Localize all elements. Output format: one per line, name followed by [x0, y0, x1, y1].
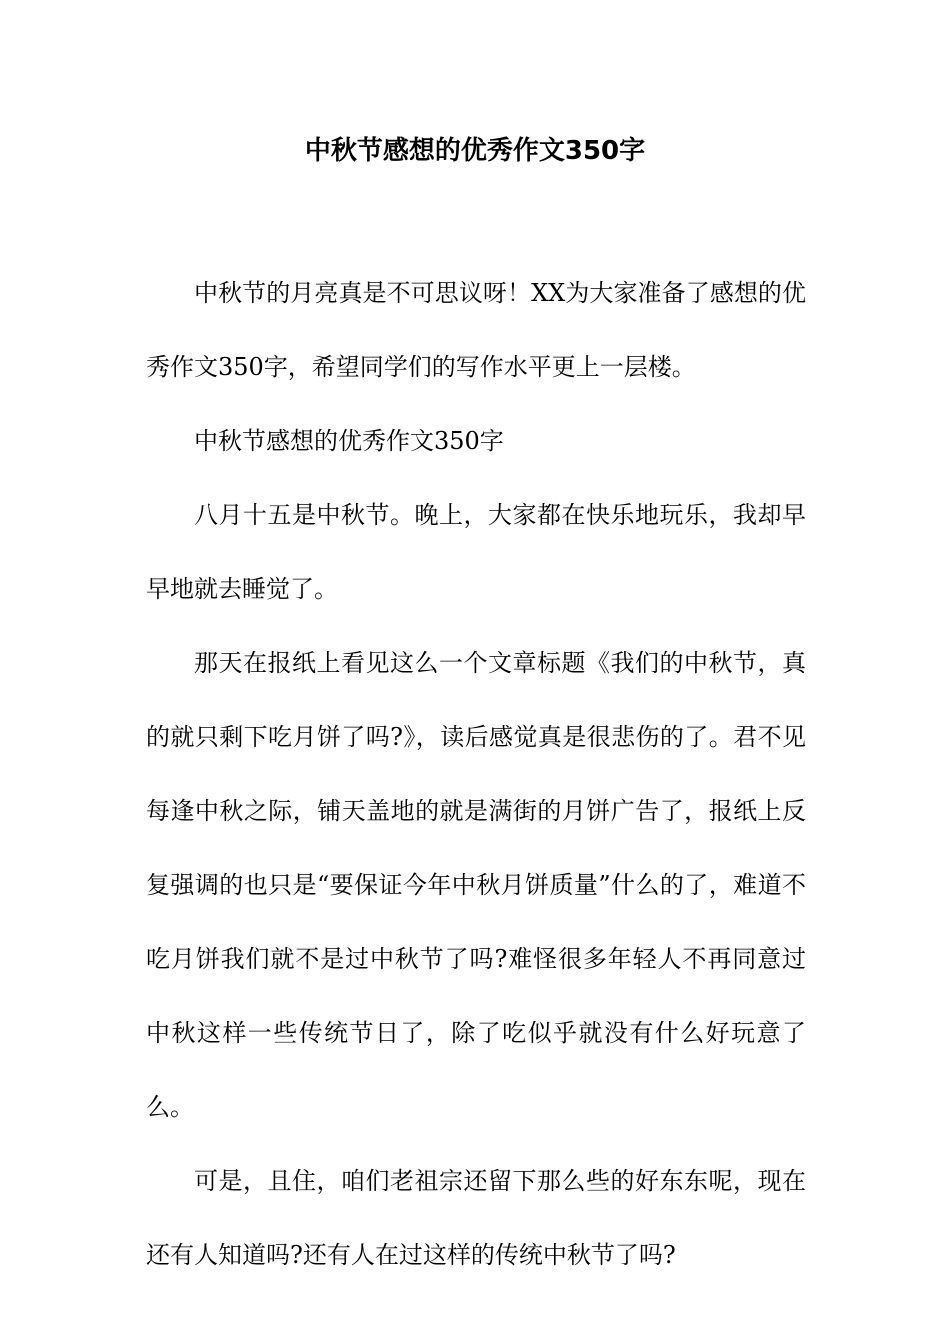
paragraph-2: 那天在报纸上看见这么一个文章标题《我们的中秋节，真的就只剩下吃月饼了吗?》，读后感觉真是很悲伤的了。君不见每逢中秋之际，铺天盖地的就是满街的月饼广告了，报纸上反复强调的也只是“要保证今年中秋月饼质量”什么的了，难道不吃月饼我们就不是过中秋节了吗?难怪很多年轻人不再同意过中秋这样一些传统节日了，除了吃似乎就没有什么好玩意了么。 — [146, 649, 806, 1121]
paragraph-subtitle: 中秋节感想的优秀作文350字 — [194, 427, 504, 455]
paragraph-intro: 中秋节的月亮真是不可思议呀！XX为大家准备了感想的优秀作文350字，希望同学们的写作水平更上一层楼。 — [146, 279, 806, 381]
paragraph-3: 可是，且住，咱们老祖宗还留下那么些的好东东呢，现在还有人知道吗?还有人在过这样的传统中秋节了吗? — [146, 1167, 806, 1269]
document-title: 中秋节感想的优秀作文350字 — [304, 136, 646, 166]
document-body — [146, 256, 806, 1292]
paragraph-1: 八月十五是中秋节。晚上，大家都在快乐地玩乐，我却早早地就去睡觉了。 — [146, 501, 806, 603]
